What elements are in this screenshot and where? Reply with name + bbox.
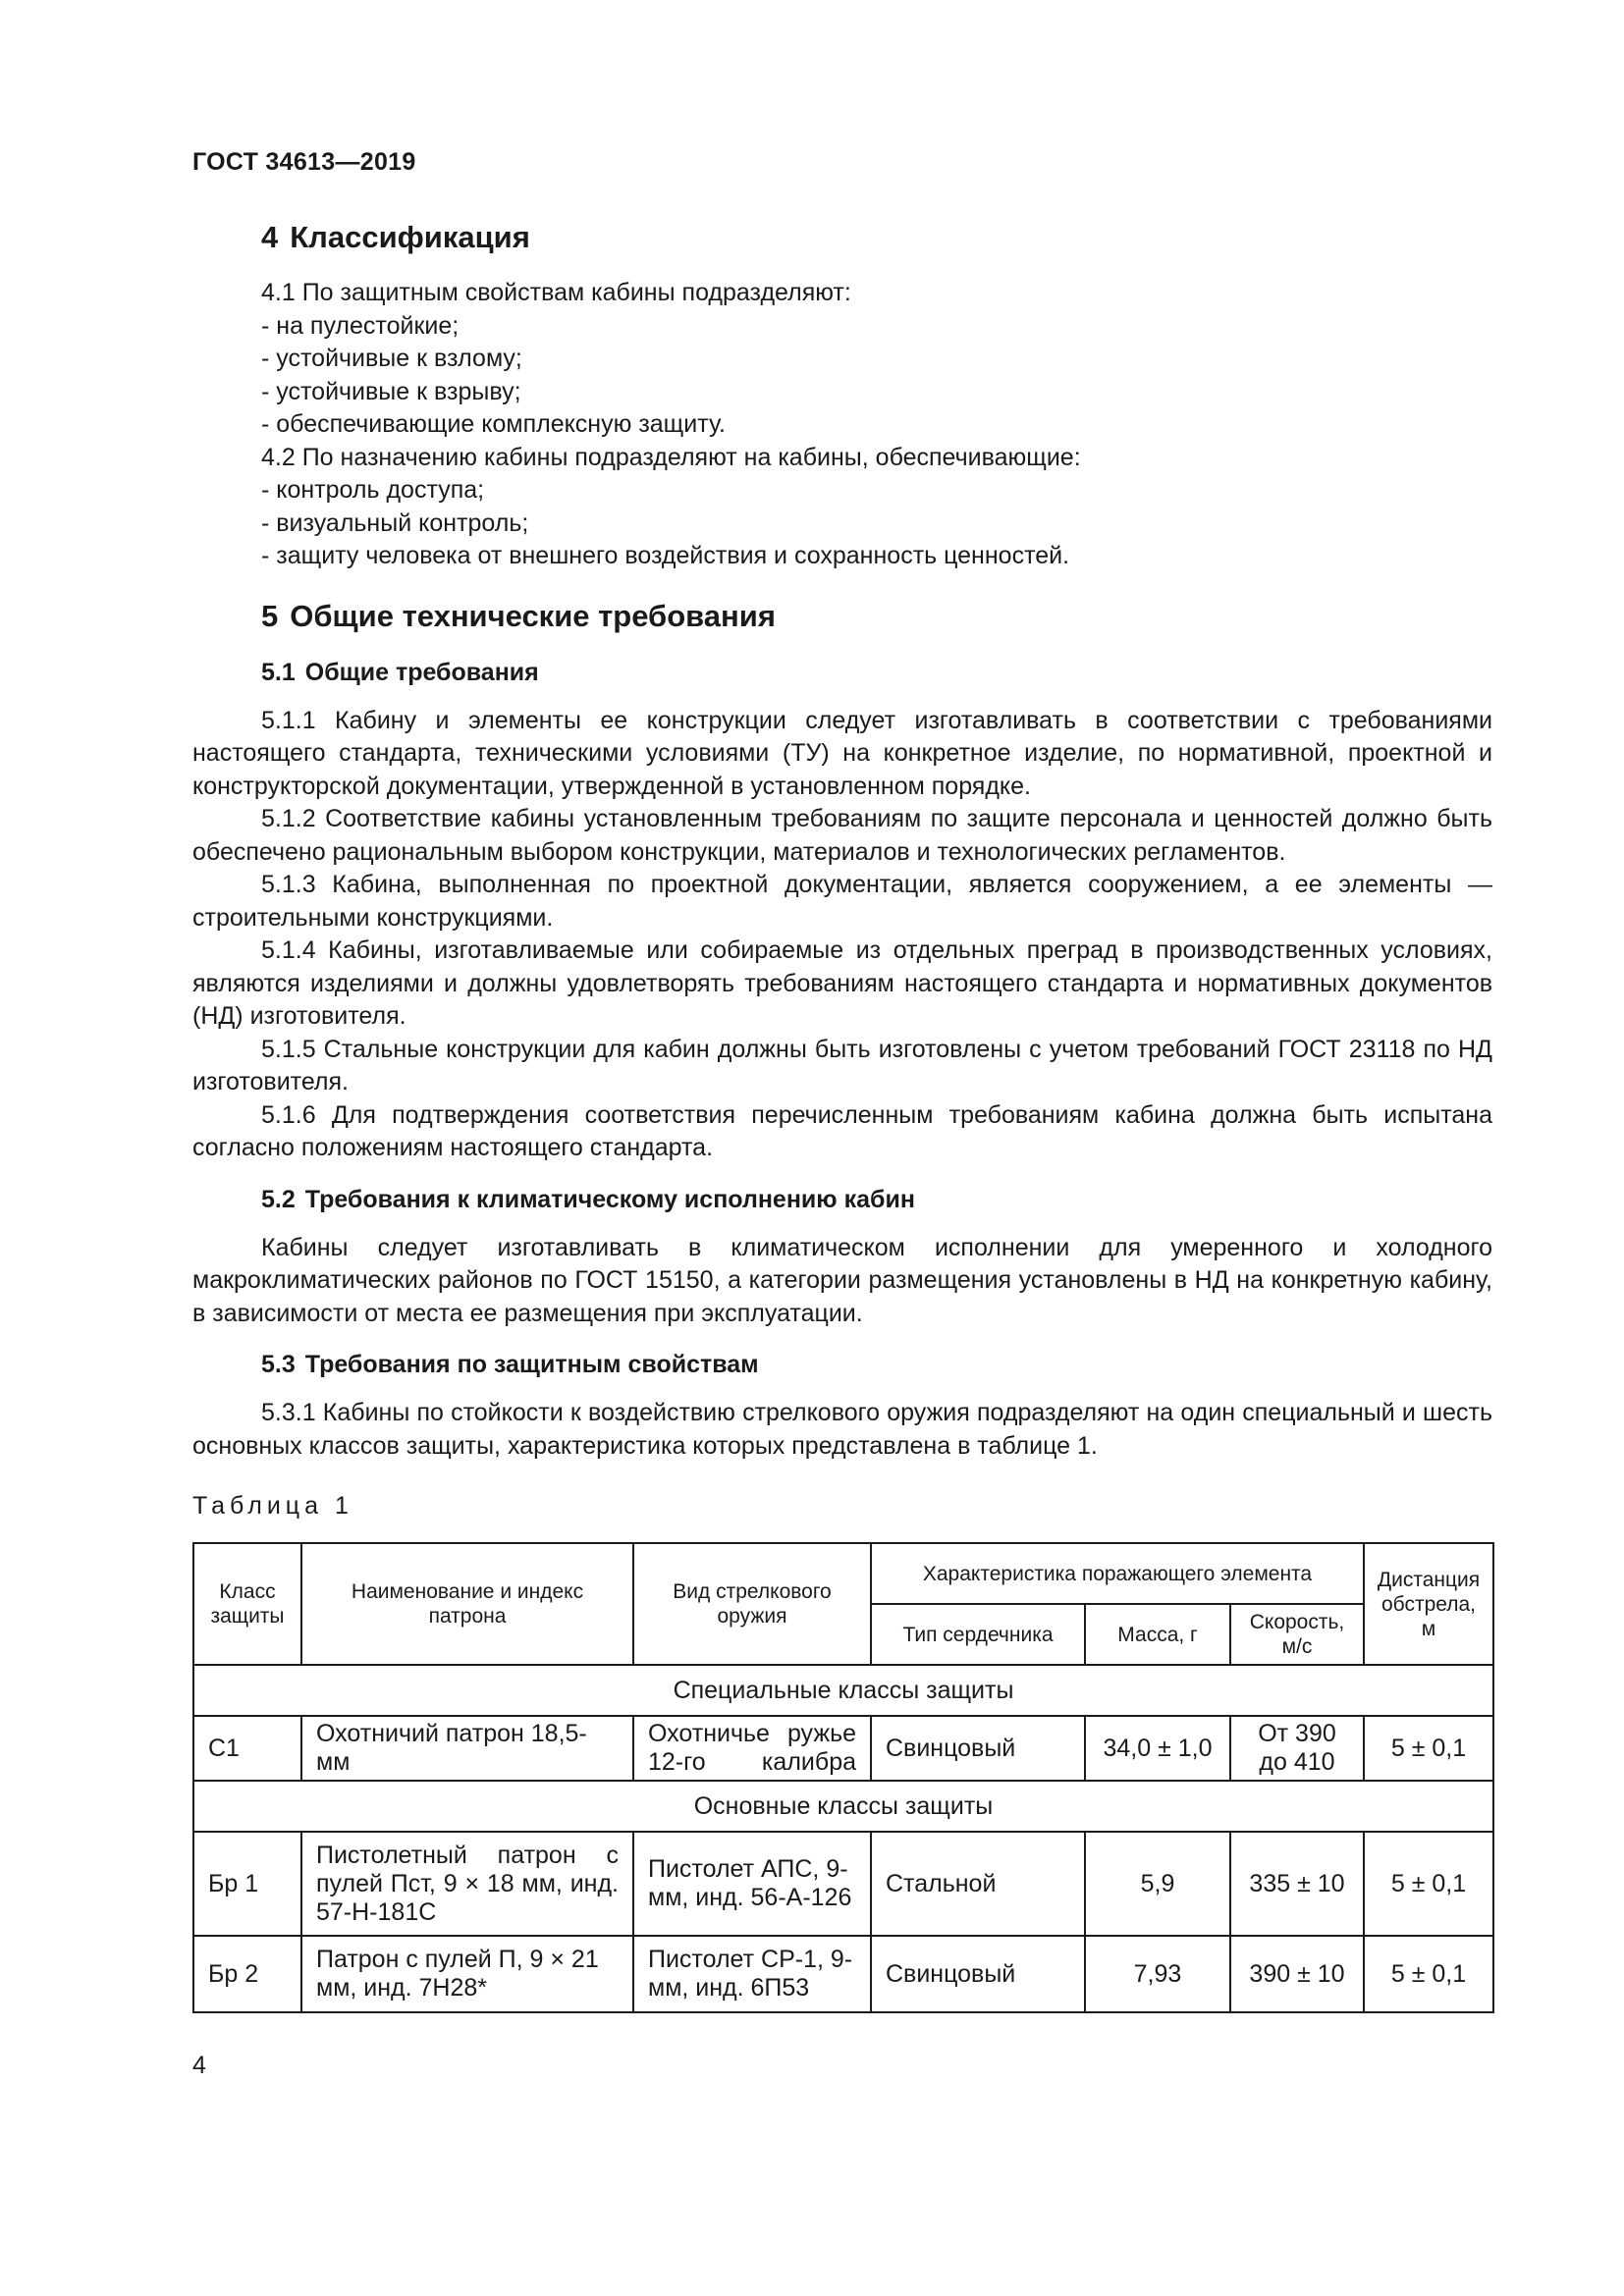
cell-speed: От 390 до 410 [1230,1716,1364,1781]
header-speed: Скорость, м/с [1230,1604,1364,1665]
section-special-label: Специальные классы защиты [193,1665,1493,1716]
subsection-5-3-heading [192,1348,1492,1381]
page-number: 4 [192,2052,206,2079]
subsection-number: 5.2 [261,1185,296,1213]
table-row [193,1716,1493,1781]
page-content [192,218,1492,2013]
table-section-row [193,1665,1493,1716]
cell-speed: 390 ± 10 [1230,1936,1364,2012]
list-item: - устойчивые к взлому; [261,345,522,372]
subsection-title: Требования к климатическому исполнению кабин [304,1185,915,1213]
document-code: ГОСТ 34613—2019 [192,148,416,176]
table-header-row [193,1543,1493,1604]
table-1 [192,1542,1494,2013]
paragraph-4-2: 4.2 По назначению кабины подразделяют на кабины, обеспечивающие: [261,443,1081,471]
cell-class: Бр 1 [193,1832,301,1936]
cell-weapon: Охотничье ружье 12-го калибра [633,1716,871,1781]
subsection-title: Требования по защитным свойствам [304,1351,759,1378]
subsection-number: 5.1 [261,658,296,686]
cell-weapon: Пистолет СР-1, 9-мм, инд. 6П53 [633,1936,871,2012]
paragraph-5-1-1: 5.1.1 Кабину и элементы ее конструкции следует изготавливать в соответствии с требованиями настоящего стандарта, техническими условиями (ТУ) на конкретное изделие, по нормативной, проектной и конструкторской документации, утвержденной в установленном порядке. [192,706,1492,800]
paragraph-5-1-6: 5.1.6 Для подтверждения соответствия перечисленным требованиям кабина должна быть испытана согласно положениям настоящего стандарта. [192,1100,1492,1161]
header-class: Класс защиты [193,1543,301,1665]
subsection-title: Общие требования [304,658,539,686]
header-element-group: Характеристика поражающего элемента [871,1543,1364,1604]
cell-class: Бр 2 [193,1936,301,2012]
paragraph-5-2: Кабины следует изготавливать в климатическом исполнении для умеренного и холодного макроклиматических районов по ГОСТ 15150, а категории размещения установлены в НД на конкретную кабину, в зависимости от места ее размещения при эксплуатации. [192,1233,1492,1327]
paragraph-5-3-1: 5.3.1 Кабины по стойкости к воздействию стрелкового оружия подразделяют на один специальный и шесть основных классов защиты, характеристика которых представлена в таблице 1. [192,1399,1492,1460]
cell-cartridge: Пистолетный патрон с пулей Пст, 9 × 18 мм, инд. 57-Н-181С [301,1832,633,1936]
table-row [193,1832,1493,1936]
list-item: - визуальный контроль; [261,508,529,537]
table-section-row [193,1781,1493,1832]
paragraph-5-1-4: 5.1.4 Кабины, изготавливаемые или собираемые из отдельных преград в производственных условиях, являются изделиями и должны удовлетворять требованиям настоящего стандарта и нормативных документов (НД) изготовителя. [192,936,1492,1030]
section-main-label: Основные классы защиты [193,1781,1493,1832]
list-item: - защиту человека от внешнего воздействия и сохранность ценностей. [261,542,1070,569]
cell-mass: 34,0 ± 1,0 [1085,1716,1230,1781]
cell-distance: 5 ± 0,1 [1364,1832,1493,1936]
header-mass: Масса, г [1085,1604,1230,1665]
cell-core: Свинцовый [871,1936,1085,2012]
header-weapon: Вид стрелкового оружия [633,1543,871,1665]
section-number: 5 [261,598,279,633]
section-title: Классификация [290,220,530,254]
cell-cartridge: Охотничий патрон 18,5-мм [301,1716,633,1781]
table-caption: Таблица 1 [192,1492,353,1520]
list-item: - контроль доступа; [261,476,485,504]
cell-core: Стальной [871,1832,1085,1936]
subsection-5-1-heading [192,656,1492,689]
paragraph-5-1-3: 5.1.3 Кабина, выполненная по проектной документации, является сооружением, а ее элементы — строительными конструкциями. [192,871,1492,932]
cell-core: Свинцовый [871,1716,1085,1781]
section-title: Общие технические требования [290,598,776,633]
header-core: Тип сердечника [871,1604,1085,1665]
list-item: - обеспечивающие комплексную защиту. [261,410,726,438]
cell-distance: 5 ± 0,1 [1364,1936,1493,2012]
list-item: - устойчивые к взрыву; [261,377,521,405]
section-4-heading [192,218,1492,257]
cell-weapon: Пистолет АПС, 9-мм, инд. 56-А-126 [633,1832,871,1936]
subsection-5-2-heading [192,1183,1492,1216]
cell-class: С1 [193,1716,301,1781]
section-number: 4 [261,220,279,254]
list-item: - на пулестойкие; [261,311,460,340]
subsection-number: 5.3 [261,1351,296,1378]
section-5-heading [192,597,1492,636]
paragraph-5-1-2: 5.1.2 Соответствие кабины установленным требованиям по защите персонала и ценностей должно быть обеспечено рациональным выбором конструкции, материалов и технологических регламентов. [192,805,1492,866]
header-distance: Дистанция обстрела, м [1364,1543,1493,1665]
table-row [193,1936,1493,2012]
cell-cartridge: Патрон с пулей П, 9 × 21 мм, инд. 7Н28* [301,1936,633,2012]
paragraph-5-1-5: 5.1.5 Стальные конструкции для кабин должны быть изготовлены с учетом требований ГОСТ 23118 по НД изготовителя. [192,1035,1492,1095]
paragraph-4-1: 4.1 По защитным свойствам кабины подразделяют: [261,279,851,306]
header-cartridge: Наименование и индекс патрона [301,1543,633,1665]
cell-speed: 335 ± 10 [1230,1832,1364,1936]
cell-mass: 5,9 [1085,1832,1230,1936]
cell-distance: 5 ± 0,1 [1364,1716,1493,1781]
cell-mass: 7,93 [1085,1936,1230,2012]
